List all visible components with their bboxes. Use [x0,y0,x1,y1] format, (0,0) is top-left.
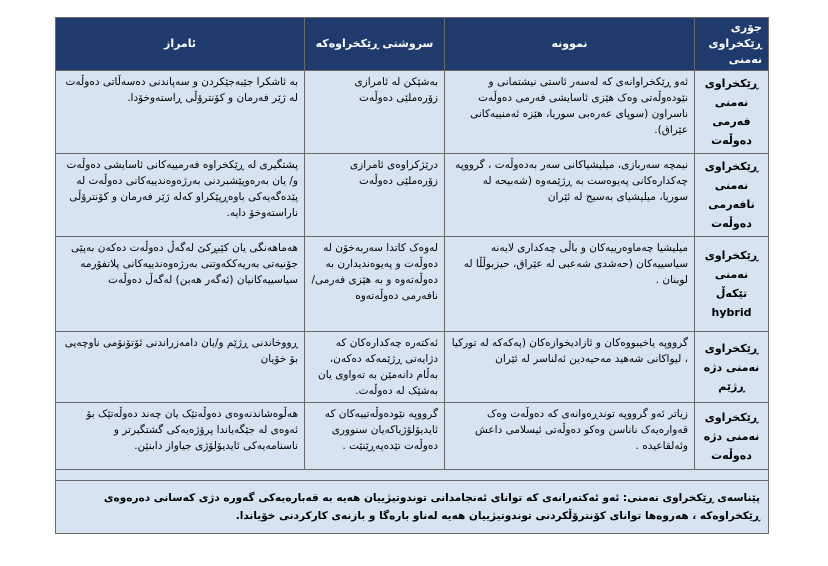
spacer-row [56,470,769,481]
cell-nature: لەوەک کاتدا سەربەخۆن لە دەوڵەت و پەیوەندیدارن بە دەوڵەتەوە و بە هێزی فەرمی/ نافەرمی دەوڵەتەوە [305,237,445,332]
comparison-table-wrapper [55,17,768,534]
security-organizations-table [55,17,769,534]
table-row [56,154,769,237]
header-row [56,18,769,71]
spacer-cell [56,470,769,481]
cell-nature: درێژکراوەی ئامرازی زۆرەملێی دەوڵەت [305,154,445,237]
cell-goal: ڕووخاندنی ڕژێم و/یان دامەزراندنی ئۆتۆنۆمی ناوچەیی بۆ خۆیان [56,332,305,403]
cell-type [695,237,769,332]
cell-type-text: ڕێکخراوی نەمنی تێکەڵ [704,249,759,300]
table-row [56,71,769,154]
cell-example: ئەو ڕێکخراوانەی کە لەسەر ئاستی نیشتمانی و نێودەوڵەتی وەک هێزی ئاسایشی فەرمی دەوڵەت ناسراون (سوپای عەرەبی سوریا، هێزە ئەمنییەکانی عێراق). [445,71,695,154]
cell-nature: ئەکتەرە چەکدارەکان کە دژایەتی ڕژێمەکە دەکەن، بەڵام دانەمێن بە تەواوی یان بەشێک لە دەوڵەت. [305,332,445,403]
cell-type: ڕێکخراوی نەمنی دژە دەوڵەت [695,403,769,470]
cell-example: میلیشیا چەماوەرییەکان و باڵی چەکداری لایەنە سیاسییەکان (حەشدی شەعبی لە عێراق، حیزبوڵڵا لە لوبنان . [445,237,695,332]
cell-goal: پشتگیری لە ڕێکخراوە فەرمییەکانی ئاسایشی دەوڵەت و/ یان بەرەوپێشبردنی بەرژەوەندییەکانی دەوڵەت لە پێدەگەیەکی باوەڕپێکراو کەلە ژێر فەرمان و کۆنترۆڵی ناراستەوخۆ دایە. [56,154,305,237]
cell-type-latin: hybrid [711,306,752,319]
cell-type: ڕێکخراوی نەمنی دژە ڕژێم [695,332,769,403]
header-type: جۆری ڕێکخراوی نەمنی [695,18,769,71]
cell-goal: هەڵوەشاندنەوەی دەوڵەتێک یان چەند دەوڵەتێک بۆ ئەوەی لە جێگەیاندا پرۆژەیەکی گشتگیرتر و ناسنامەیەکی ئایدیۆلۆژی جیاواز دابنێن. [56,403,305,470]
cell-goal: بە ئاشکرا جێبەجێکردن و سەپاندنی دەسەڵاتی دەوڵەت لە ژێر فەرمان و کۆنترۆڵی ڕاستەوخۆدا. [56,71,305,154]
definition-row [56,481,769,534]
cell-example: نیمچە سەربازی، میلیشیاکانی سەر بەدەوڵەت ، گرووپە چەکدارەکانی پەیوەست بە ڕژێمەوە (شەبیحە لە سوریا، میلیشیای بەسیج لە ئێران [445,154,695,237]
header-example: نموونە [445,18,695,71]
header-goal: ئامراز [56,18,305,71]
cell-nature: بەشێکن لە ئامرازی زۆرەملێی دەوڵەت [305,71,445,154]
table-row [56,332,769,403]
header-nature: سروشتی ڕێکخراوەکە [305,18,445,71]
cell-nature: گرووپە نێودەوڵەتییەکان کە ئایدیۆلۆژیاکەیان سنووری دەوڵەت تێدەپەڕێنێت . [305,403,445,470]
table-row [56,403,769,470]
definition-text: پێناسەی ڕێکخراوی نەمنی: ئەو ئەکتەرانەی کە توانای ئەنجامدانی توندوتیژییان هەیە بە قەبارەیەکی گەورە دژی کەسانی دەرەوەی ڕێکخراوەکە ، هەروەها توانای کۆنترۆڵکردنی توندوتیژییان هەیە لەناو بارەگا و بازنەی کارکردنی خۆیاندا. [56,481,769,534]
table-row [56,237,769,332]
cell-goal: هەماهەنگی یان کێبڕکێ لەگەڵ دەوڵەت دەکەن بەپێی جۆنیەتی بەریەککەوتنی بەرژەوەندییەکانی پلاتفۆرمە سیاسییەکانیان (ئەگەر هەبن) لەگەڵ دەوڵەت [56,237,305,332]
cell-type: ڕێکخراوی نەمنی فەرمی دەوڵەت [695,71,769,154]
cell-example: زیاتر ئەو گرووپە توندڕەوانەی کە دەوڵەت وەک قەوارەیەک ناناسن وەکو دەوڵەتی ئیسلامی داعش وئەلقاعیدە . [445,403,695,470]
cell-example: گرووپە یاخیبووەکان و ئازادیخوازەکان (پەکەکە لە تورکیا ، لیواکانی شەهید مەحیەدین ئەلناسر لە ئێران [445,332,695,403]
cell-type: ڕێکخراوی نەمنی نافەرمی دەوڵەت [695,154,769,237]
